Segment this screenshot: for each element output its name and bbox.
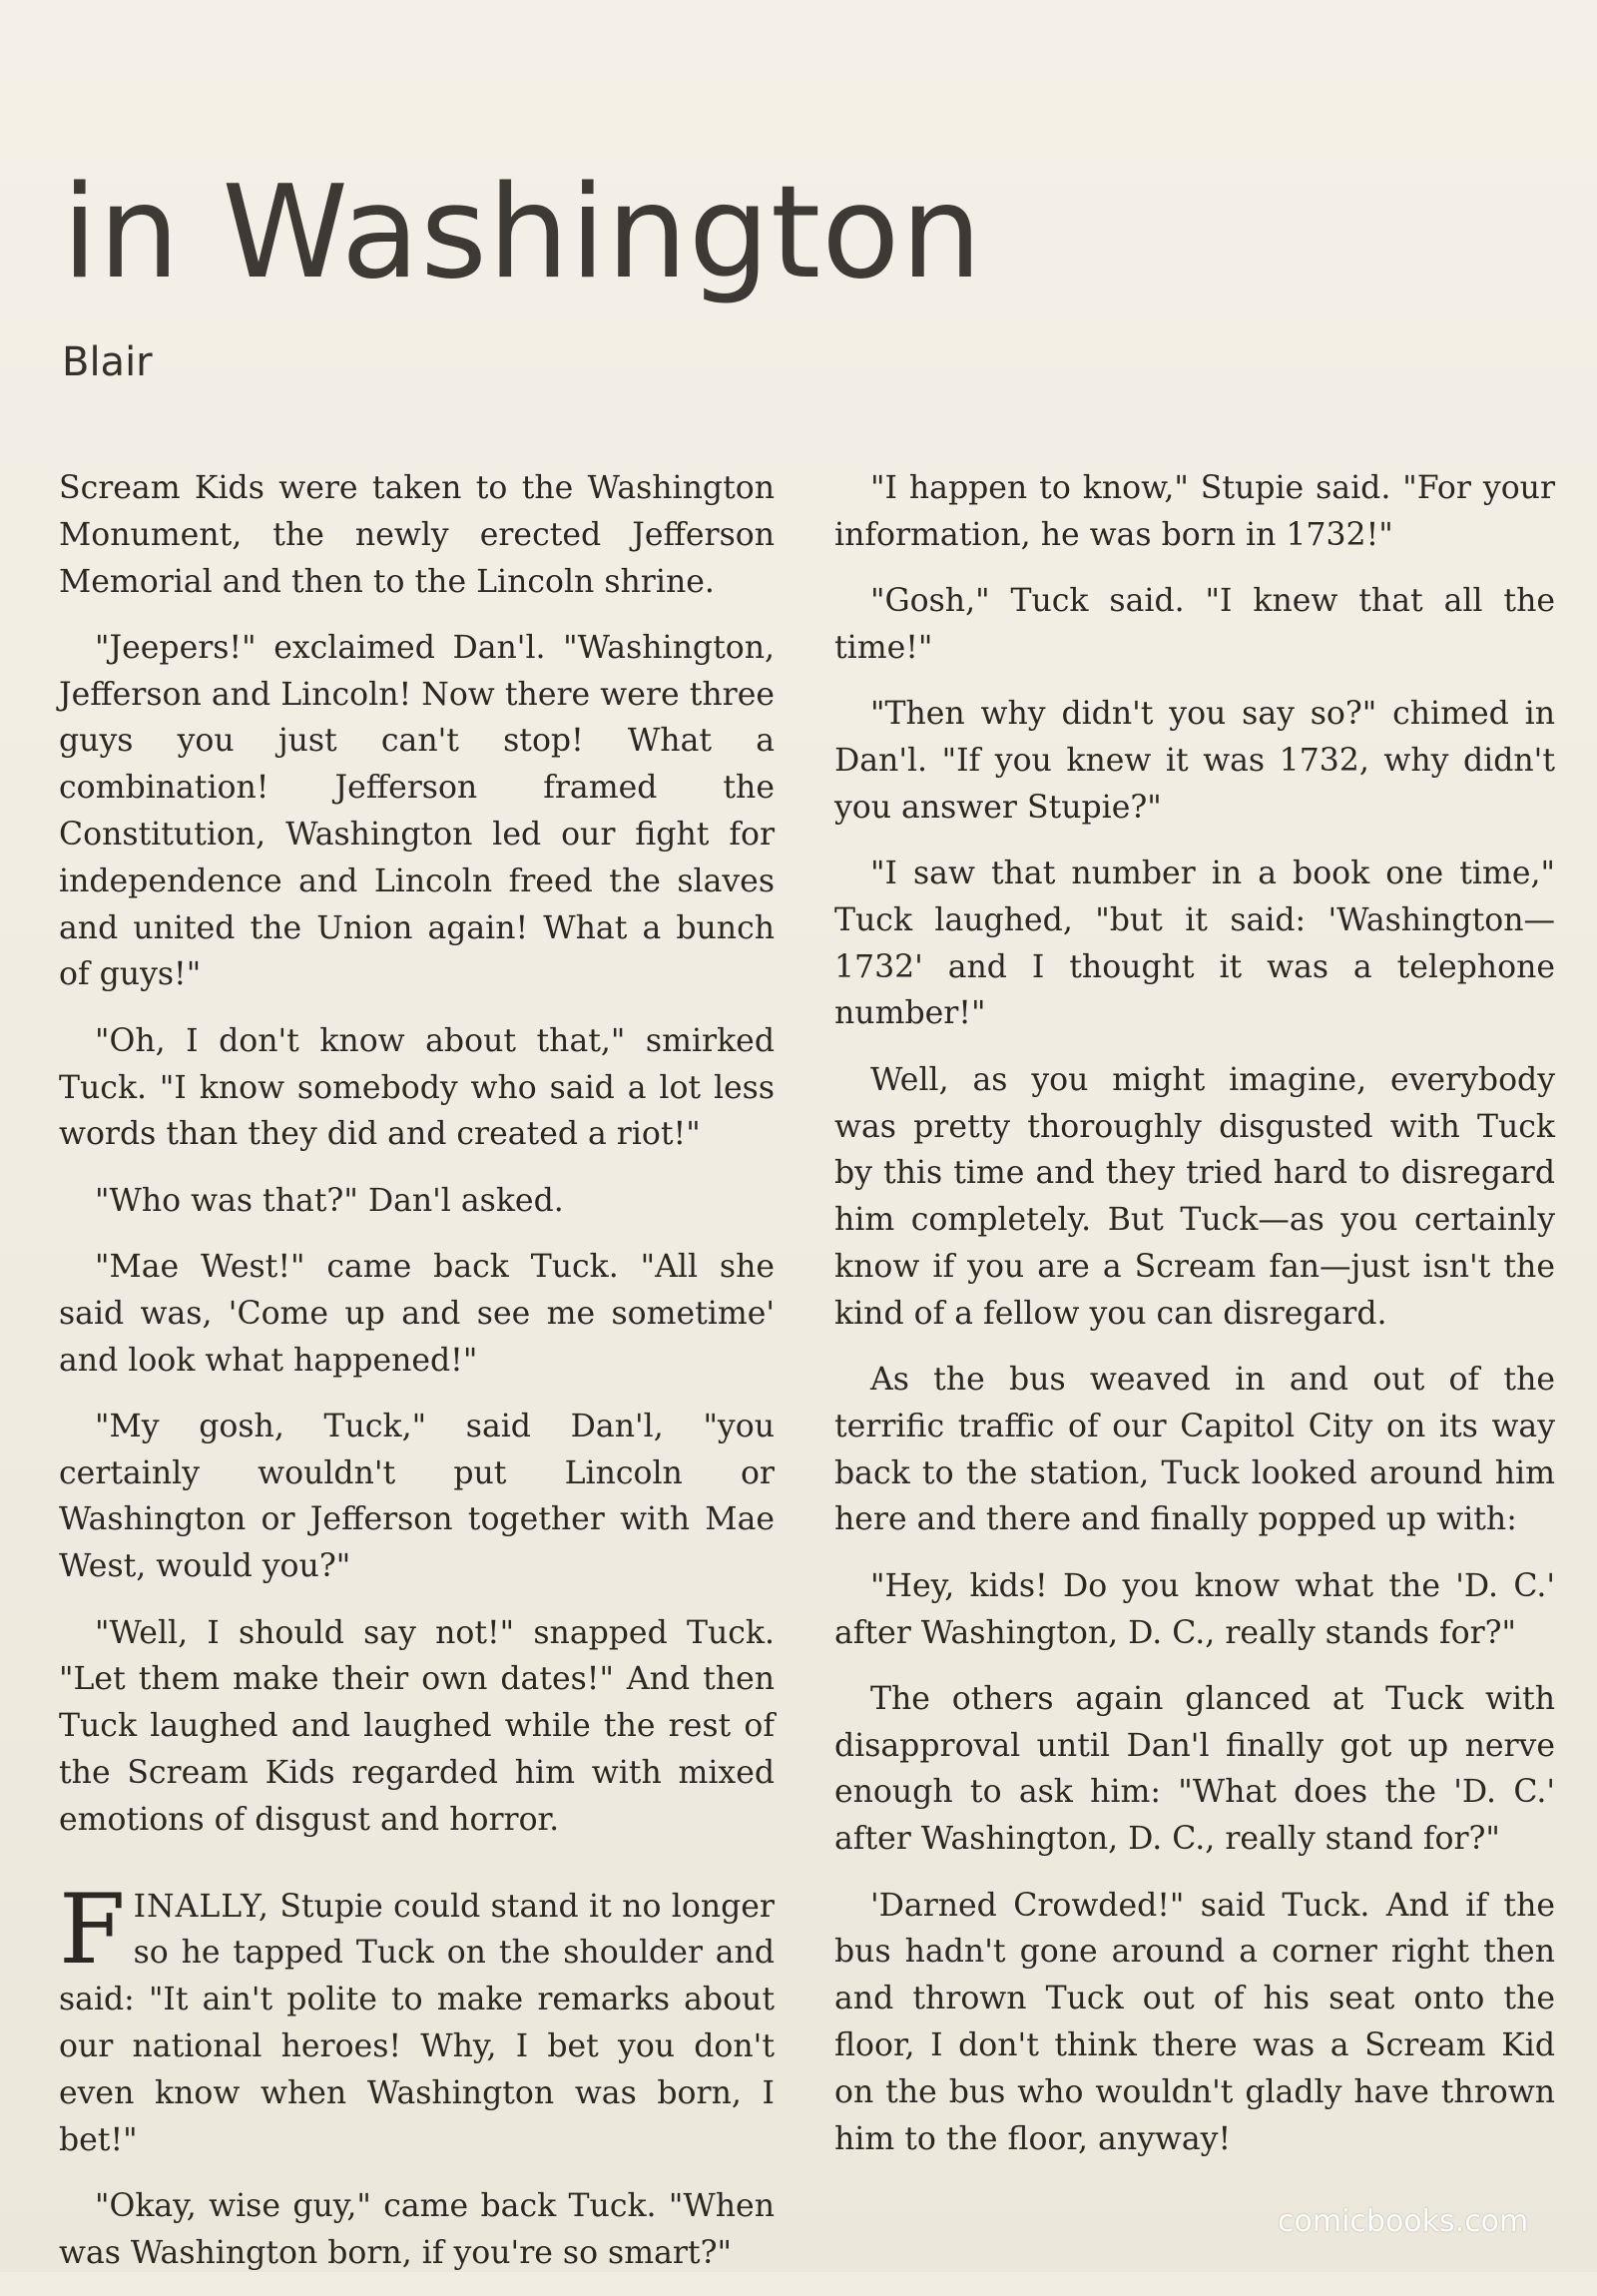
article-byline: Blair: [62, 339, 153, 385]
paragraph: Well, as you might imagine, everybody was pretty thoroughly disgusted with Tuck by this time and they tried hard to disregard him completely. But Tuck—as you certainly know if you are a Scream fan—just isn't the kind of a fellow you can disregard.: [834, 1061, 1555, 1332]
paragraph: "Hey, kids! Do you know what the 'D. C.' after Washington, D. C., really stands for?": [834, 1567, 1555, 1651]
paragraph: "My gosh, Tuck," said Dan'l, "you certainly wouldn't put Lincoln or Washington or Jefferson together with Mae West, would you?": [59, 1408, 775, 1585]
paragraph: "Oh, I don't know about that," smirked Tuck. "I know somebody who said a lot less words than they did and created a riot!": [59, 1022, 775, 1153]
paragraph: "Gosh," Tuck said. "I knew that all the time!": [834, 583, 1555, 666]
paragraph: "I saw that number in a book one time," Tuck laughed, "but it said: 'Washington—1732' and I thought it was a telephone number!": [834, 856, 1555, 1032]
paragraph: Scream Kids were taken to the Washington Monument, the newly erected Jefferson Memorial and then to the Lincoln shrine.: [59, 470, 775, 600]
watermark: comicbooks.com: [1278, 2204, 1529, 2239]
paragraph: "Mae West!" came back Tuck. "All she said was, 'Come up and see me sometime' and look what happened!": [59, 1248, 775, 1379]
small-caps-lead: INALLY,: [133, 1888, 269, 1925]
paragraph: "I happen to know," Stupie said. "For your information, he was born in 1732!": [834, 470, 1555, 553]
left-column: [59, 465, 775, 2296]
paragraph: "Okay, wise guy," came back Tuck. "When was Washington born, if you're so smart?": [59, 2187, 775, 2271]
drop-cap-letter: F: [59, 1873, 126, 1986]
paragraph: 'Darned Crowded!" said Tuck. And if the bus hadn't gone around a corner right then and thrown Tuck out of his seat onto the floor, I don't think there was a Scream Kid on the bus who wouldn't gladly have thrown him to the floor, anyway!: [834, 1887, 1555, 2157]
paragraph: "Who was that?" Dan'l asked.: [95, 1182, 564, 1219]
right-column: [834, 465, 1555, 2182]
paragraph-text: Stupie could stand it no longer so he tapped Tuck on the shoulder and said: "It ain't polite to make remarks about our national heroes! Why, I bet you don't even know when Washington was born, I bet!": [59, 1888, 775, 2158]
article-title: in Washington: [62, 159, 983, 307]
paragraph: The others again glanced at Tuck with disapproval until Dan'l finally got up nerve enough to ask him: "What does the 'D. C.' after Washington, D. C., really stand for?": [834, 1680, 1555, 1858]
paragraph: "Then why didn't you say so?" chimed in Dan'l. "If you knew it was 1732, why didn't you answer Stupie?": [834, 696, 1555, 826]
paragraph: As the bus weaved in and out of the terrific traffic of our Capitol City on its way back to the station, Tuck looked around him here and there and finally popped up with:: [834, 1362, 1555, 1538]
paragraph: "Jeepers!" exclaimed Dan'l. "Washington, Jefferson and Lincoln! Now there were three guys you just can't stop! What a combination! Jefferson framed the Constitution, Washington led our fight for independence and Lincoln freed the slaves and united the Union again! What a bunch of guys!": [59, 629, 775, 993]
paragraph-dropcap: [59, 1873, 775, 2164]
paragraph: "Well, I should say not!" snapped Tuck. "Let them make their own dates!" And then Tuck laughed and laughed while the rest of the Scream Kids regarded him with mixed emotions of disgust and horror.: [59, 1614, 775, 1838]
